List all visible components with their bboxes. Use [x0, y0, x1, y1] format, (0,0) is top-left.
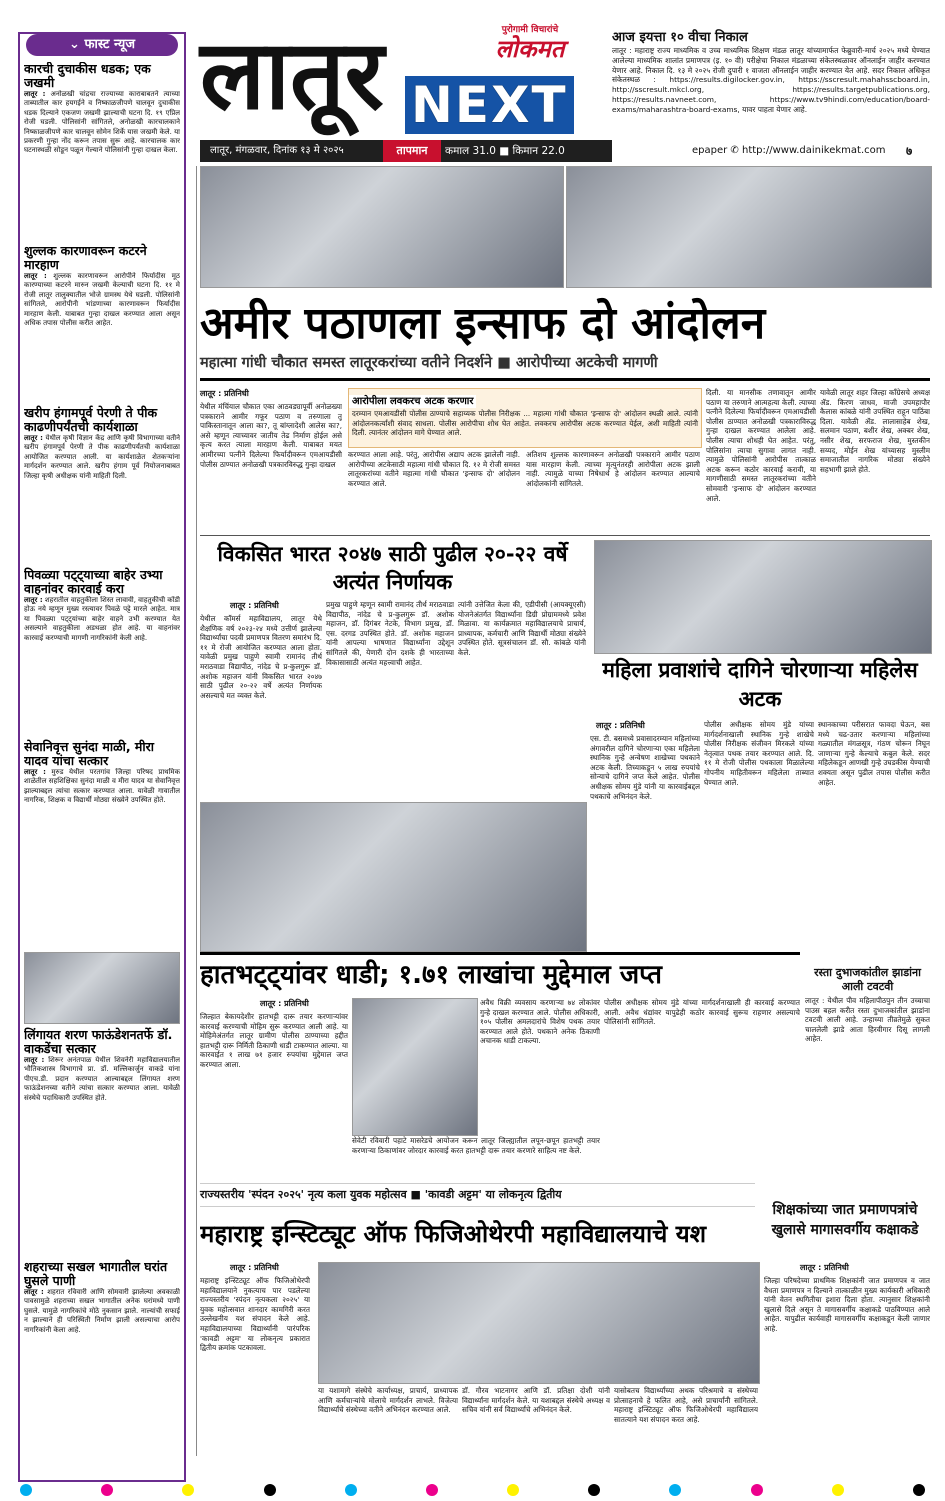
magenta-dot	[751, 1484, 763, 1496]
raid-photo	[352, 998, 478, 1136]
lokmat-tagline: पुरोगामी विचारांचे	[501, 25, 559, 35]
rasta-body: लातूर : येथील पीव महिलापीठपुन तीन उच्चाचा पाउस बहल करीत रस्ता दुभाजकांतील झाडांना टवटवी आली आहे. उन्हाच्या तीव्रतेमुळे सुकत चाललेली झाडे आता हिरवीगार दिसू लागली आहेत.	[805, 996, 930, 1044]
item-body: मुरुड येथील परतगांव जिल्हा परिषद प्राथमिक शाळेतील सहशिक्षिका सुनंदा माळी व मीरा यादव या सेवानिवृत्त झाल्याबद्दल त्यांचा सत्कार करण्यात आला. यावेळी गावातील नागरिक, शिक्षक व विद्यार्थी मोठ्या संख्येने उपस्थित होते.	[24, 768, 180, 805]
epaper-link[interactable]: epaper ✆ http://www.dainikekmat.com	[692, 145, 886, 156]
black-dot	[913, 1484, 925, 1496]
item-byline: लातूर :	[24, 434, 43, 442]
item-body: शुल्लक कारणावरून आरोपीने फिर्यादीस मूठ कारण्याच्या कटरने मारुन जखमी केल्याची घटना दि. ११ मे रोजी लातूर तालुक्यातील भोजे ग्रामस्थ येथे घडली. पोलिसांनी सांगितले, आरोपीनी भांडणाच्या कारणावरून फिर्यादीस मारहाण केली. याबाबत गुन्हा दाखल करण्यात आला असून अधिक तपास पोलीस करीत आहेत.	[24, 272, 180, 328]
lokmat-logo: लोकमत	[495, 35, 565, 63]
item-byline: लातूर :	[24, 596, 43, 604]
black-dot	[264, 1484, 276, 1496]
main-subheadline: महात्मा गांधी चौकात समस्त लातूरकरांच्या वतीने निदर्शने ■ आरोपीच्या अटकेची मागणी	[200, 355, 658, 371]
felicitation-photo	[24, 952, 180, 1024]
physio-byline: लातूर : प्रतिनिधी	[230, 1263, 279, 1272]
item-headline: शुल्लक कारणावरून कटरने मारहाण	[24, 243, 147, 272]
list-item	[24, 1028, 180, 1256]
list-item	[24, 244, 180, 402]
chevron-down-icon: ⌄	[69, 37, 85, 52]
magenta-dot	[101, 1484, 113, 1496]
item-byline: लातूर :	[24, 272, 47, 280]
vikasit-byline: लातूर : प्रतिनिधी	[230, 601, 279, 610]
divider	[200, 535, 930, 536]
main-col-1: येथील मंचिंयाल चौकात एका आठवड्यापूर्वी अनोळख्या पत्रकाराने आमीर गफूर पठाण व तरुणाला तू पाकिस्तानातून आला का?, तू बांग्लादेशी आलेस का?, असे म्हणून त्याच्यावर जातीय तेढ निर्माण होईल असे कृत्य करत त्याला मारहाण केली. याबाबत मयत आमीरच्या पत्नीने दिलेल्या फिर्यादीवरून एमआयडीसी पोलीस ठाण्यात अनोळखी पत्रकारविरुद्ध गुन्हा दाखल	[200, 402, 342, 469]
list-item	[24, 740, 180, 948]
item-headline: सेवानिवृत्त सुनंदा माळी, मीरा यादव यांचा सत्कार	[24, 739, 154, 768]
cyan-dot	[20, 1484, 32, 1496]
dateline: लातूर, मंगळवार, दिनांक १३ मे २०२५	[210, 145, 344, 156]
item-byline: लातूर :	[24, 1288, 44, 1296]
item-byline: लातूर :	[24, 1056, 45, 1064]
item-body: शहरात रविवारी आणि सोमवारी झालेल्या अवकाळी पावसामुळे शहराच्या सखल भागातील अनेक घरांमध्ये पाणी घुसले. यामुळे नागरिकांचे मोठे नुकसान झाले. नाल्यांची सफाई न झाल्याने ही परिस्थिती निर्माण झाली असल्याचा आरोप नागरिकांनी केला आहे.	[24, 1288, 180, 1334]
mahila-headline: महिला प्रवाशांचे दागिने चोरणाऱ्या महिलेस अटक	[602, 658, 918, 711]
list-item	[24, 1260, 180, 1476]
shikshak-byline: लातूर : प्रतिनिधी	[800, 1263, 849, 1272]
fast-news-label: फास्ट न्यूज	[84, 37, 135, 52]
hatbhatti-byline: लातूर : प्रतिनिधी	[260, 999, 309, 1008]
main-col-5: यावेळी लातूर शहर जिल्हा काँग्रेसचे अध्यक्ष ॲड. किरण जाधव, माजी उपमहापौर कैलास कांबळे यांनी उपस्थित राहून पाठिंबा दिला. यावेळी ॲड. लालासाहेब शेख, सलमान पठाण, बशीर शेख, अक्बर शेख, नसीर शेख, सरफराज शेख, मुस्तकीन सय्यद, मोईन शेख यांच्यासह मुस्लीम समाजातील नागरिक मोठ्या संख्येने सहभागी झाले होते.	[820, 388, 930, 474]
next-logo-text: NEXT	[405, 76, 574, 134]
yellow-dot	[832, 1484, 844, 1496]
item-byline: लातूर :	[24, 90, 46, 98]
raid-photo-caption: सेवेटी रविवारी पहाटे मासरेडचे आयोजन करून लातूर जिल्ह्यातील लपून-छपून हातभट्टी तयार करणाऱ्या ठिकाणांवर जोरदार कारवाई करत हातभट्टी दारू तयार करणारे साहित्य नष्ट केले.	[352, 1136, 600, 1155]
vikasit-col-1: येथील कॉमर्स महाविद्यालय, लातूर येथे शैक्षणिक वर्ष २०२३-२४ मध्ये उत्तीर्ण झालेल्या विद्यार्थ्यांचा पदवी प्रमाणपत्र वितरण समारंभ दि. ११ मे रोजी आयोजित करण्यात आला होता. यावेळी प्रमुख पाहुणे स्वामी रामानंद तीर्थ मराठवाडा विद्यापीठ, नांदेड चे प्र-कुलगुरू डॉ. अशोक महाजन यांनी विकसित भारत २०४७ साठी पुढील २०-२२ वर्षे अत्यंत निर्णायक असल्याचे मत व्यक्त केले.	[200, 614, 322, 700]
item-headline: खरीप हंगामपूर्व पेरणी ते पीक काढणीपर्यंतची कार्यशाळा	[24, 405, 158, 434]
protest-photo-right	[566, 166, 932, 288]
list-item	[24, 406, 180, 564]
next-logo	[405, 76, 575, 134]
item-headline: कारची दुचाकीस धडक; एक जखमी	[24, 62, 151, 90]
police-team-photo	[594, 540, 932, 654]
vikasit-headline: विकसित भारत २०४७ साठी पुढील २०-२२ वर्षे अत्यंत निर्णायक	[217, 542, 568, 594]
physio-team-photo	[318, 1262, 760, 1384]
main-col-2: करण्यात आला आहे. परंतु, आरोपीस अद्याप अटक झालेली नाही. आरोपीच्या अटकेसाठी महात्मा गांधी चौकात दि. १२ मे रोजी समस्त लातूरकरांच्या वतीने महात्मा गांधी चौकात 'इन्साफ दो' आंदोलन करण्यात आले.	[348, 450, 520, 488]
shikshak-headline: शिक्षकांच्या जात प्रमाणपत्रांचे खुलासे मागासवर्गीय कक्षाकडे	[771, 1202, 919, 1238]
item-body: येथील कृषी विज्ञान केंद्र आणि कृषी विभागाच्या वतीने खरीप हंगामपूर्व पेरणी ते पीक काढणीपर्यंतची कार्यशाळा आयोजित करण्यात आली. या कार्यशाळेत शेतकऱ्यांना मार्गदर्शन करण्यात आले. खरीप हंगाम पूर्व नियोजनाबाबत जिल्हा कृषी अधीक्षक यांनी माहिती दिली.	[24, 434, 180, 480]
black-dot	[588, 1484, 600, 1496]
hatbhatti-col-1: जिल्हात बेकायदेशीर हातभट्टी दारू तयार करणाऱ्यांवर कारवाई करण्याची मोहिम सुरू करण्यात आली आहे. या मोहिमेअंतर्गत लातूर ग्रामीण पोलीस ठाण्याच्या हद्दीत हातभट्टी दारू निर्मिती ठिकाणी धाडी टाकण्यात आल्या. या कारवाईत १ लाख ७१ हजार रुपयांचा मुद्देमाल जप्त करण्यात आला.	[200, 1012, 348, 1069]
mahila-col-3: स्थानकाच्या परीसरात फावदा घेऊन, बस मध्ये चढ-उतार करणाऱ्या महिलांच्या गळ्यातील मंगळसूत्र, गंठण चोरून निघून जाणाऱ्या गुन्हे केल्याचे कबुल केले. सदर महिलेकडून आणखी गुन्हे उघडकीस येण्याची शक्यता असून पुढील तपास पोलीस करीत आहेत.	[818, 720, 930, 787]
arrest-box	[348, 388, 702, 448]
item-headline: शहराच्या सखल भागातील घरांत घुसले पाणी	[24, 1259, 168, 1288]
physio-col-1: महाराष्ट्र इन्स्टिट्यूट ऑफ फिजिओथेरपी महाविद्यालयाने नुकत्याच पार पडलेल्या राज्यस्तरीय 'स्पंदन नृत्यकला २०२५' या युवक महोत्सवात शानदार कामगिरी करत उल्लेखनीय यश संपादन केले आहे. महाविद्यालयाच्या विद्यार्थ्यांनी पारंपरिक 'कावडी अट्टम' या लोकनृत्य प्रकारात द्वितीय क्रमांक पटकावला.	[200, 1276, 310, 1353]
item-headline: पिवळ्या पट्ट्याच्या बाहेर उभ्या वाहनांवर कारवाई करा	[24, 567, 163, 596]
spandan-banner: राज्यस्तरीय 'स्पंदन २०२५' नृत्य कला युवक महोत्सव ■ 'कावडी अट्टम' या लोकनृत्य द्वितीय	[200, 1183, 755, 1207]
magenta-dot	[426, 1484, 438, 1496]
vikasit-col-3: त्यांनी उत्तेजित केला की, एडीपीसी (आयक्यूएसी) योजनेअंतर्गत विद्यार्थ्यांना डिग्री प्रोग्राममध्ये प्रवेश मिळावा. या कार्यक्रमात महाविद्यालयाचे प्राचार्य, प्राध्यापक, कर्मचारी आणि विद्यार्थी मोठ्या संख्येने उपस्थित होते. सूत्रसंचालन डॉ. सौ. कांबळे यांनी केले.	[458, 600, 586, 657]
ssc-body: लातूर : महाराष्ट्र राज्य माध्यमिक व उच्च माध्यमिक शिक्षण मंडळ लातूर यांच्यामार्फत फेब्रुवारी-मार्च २०२५ मध्ये घेण्यात आलेल्या माध्यमिक शालांत प्रमाणपत्र (इ. १० वी) परीक्षेचा निकाल मंडळाच्या संकेतस्थळावर ऑनलाईन जाहीर करण्यात येणार आहे. निकाल दि. १३ मे २०२५ रोजी दुपारी १ वाजता ऑनलाईन जाहीर करण्यात येत आहे. सदर निकाल अधिकृत संकेतस्थळ : https://results.digilocker.gov.in, https://sscresult.mahahsscboard.in, http://sscresult.mkcl.org, https://results.targetpublications.org, https://results.navneet.com, https://www.tv9hindi.com/education/board-exams/maharashtra-board-exams, यावर पाहता येणार आहे.	[612, 46, 930, 114]
arrest-box-headline: आरोपीला लवकरच अटक करणार	[349, 395, 476, 408]
hatbhatti-col-2: अवैध विक्री व्यवसाय करणाऱ्या ७४ लोकांवर गुन्हे दाखल करण्यात आले. पोलीस अधिकारी, १०५ पोलीस अमलदारांचे विशेष पथक तयार करण्यात आले होते. पथकाने अनेक ठिकाणी अचानक धाडी टाकल्या.	[480, 998, 600, 1046]
divider	[200, 378, 930, 381]
hatbhatti-col-3: पोलीस अधीक्षक सोमय मुंडे यांच्या मार्गदर्शनाखाली ही कारवाई करण्यात आली. अवैध धंद्यांवर यापुढेही कठोर कारवाई सुरूच राहणार असल्याचे पोलिसांनी सांगितले.	[604, 998, 800, 1027]
mahila-col-2: पोलीस अधीक्षक सोमय मुंडे यांच्या मार्गदर्शनाखाली स्थानिक गुन्हे शाखेचे पोलीस निरीक्षक संजीवन मिरकले यांच्या नेतृत्वात पथक तयार करण्यात आले. दि. ११ मे रोजी पोलीस पथकाला मिळालेल्या गोपनीय माहितीवरून महिलेला ताब्यात घेण्यात आले.	[704, 720, 814, 787]
item-body: शहरातील वाहतुकीला शिस्त लावावी, वाहतुकीची कोंडी होऊ नये म्हणून मुख्य रस्त्यावर पिवळे पट्टे मारले आहेत. मात्र या पिवळ्या पट्ट्यांच्या बाहेर वाहने उभी करण्यात येत असल्याने वाहतुकीला अडथळा होत आहे. या वाहनांवर कारवाई करण्याची मागणी नागरिकांनी केली आहे.	[24, 596, 180, 642]
main-byline: लातूर : प्रतिनिधी	[200, 389, 249, 398]
rasta-headline: रस्ता दुभाजकांतील झाडांना आली टवटवी	[814, 966, 921, 993]
registration-marks	[20, 1484, 925, 1498]
mahila-byline: लातूर : प्रतिनिधी	[596, 721, 645, 730]
cyan-dot	[345, 1484, 357, 1496]
ssc-result-box	[612, 30, 930, 136]
item-byline: लातूर :	[24, 768, 46, 776]
hatbhatti-headline: हातभट्ट्यांवर धाडी; १.७१ लाखांचा मुद्देमाल जप्त	[200, 960, 662, 990]
yellow-dot	[507, 1484, 519, 1496]
protest-photo-left	[200, 166, 564, 288]
main-headline: अमीर पठाणला इन्साफ दो आंदोलन	[200, 298, 766, 349]
item-body: शिरूर अनंतपाळ येथील शिवनेरी महाविद्यालयातील भौतिकशास्त्र विभागाचे प्रा. डॉ. मल्लिकार्जुन वाकडे यांना पीएच.डी. प्रदान करण्यात आल्याबद्दल लिंगायत शरण फाऊंडेशनच्या वतीने त्यांचा सत्कार करण्यात आला. यावेळी संस्थेचे पदाधिकारी उपस्थित होते.	[24, 1056, 180, 1102]
yellow-dot	[182, 1484, 194, 1496]
list-item	[24, 62, 180, 240]
mahila-col-1: एस. टी. बसमध्ये प्रवासादरम्यान महिलांच्या अंगावरील दागिने चोरणाऱ्या एका महिलेला स्थानिक गुन्हे अन्वेषण शाखेच्या पथकाने अटक केली. तिच्याकडून ५ लाख रुपयांचे सोन्याचे दागिने जप्त केले आहेत. पोलीस अधीक्षक सोमय मुंडे यांनी या कारवाईबद्दल पथकाचे अभिनंदन केले.	[590, 734, 700, 801]
page-number: ७	[906, 144, 913, 158]
item-body: अनोळखी चांद्रचा राज्याच्या काराबाबतने त्याच्या ताब्यातील कार हयगईने व निष्काळजीपणे चालवून दुचाकीस धडक दिल्याने एकजण जखमी झाल्याची घटना दि. १९ एप्रिल रोजी घडली. पोलिसांनी सांगितले, अनोळखी कारचालकाने निष्काळजीपणे कार चालवून सोमेन शिर्के यास जखमी केले. या प्रकरणी गुन्हा नोंद करून तपास सुरू आहे. कारचालक कार घटनास्थळी सोडून पळून गेल्याने पोलिसांनी गुन्हा दाखल केला.	[24, 90, 180, 155]
list-item	[24, 568, 180, 736]
vikasit-col-2: प्रमुख पाहुणे म्हणून स्वामी रामानंद तीर्थ मराठवाडा विद्यापीठ, नांदेड चे प्र-कुलगुरू डॉ. अशोक महाजन, डॉ. दिगंबर नेटके, विभाग प्रमुख, डॉ. एस. दरगड उपस्थित होते. डॉ. अशोक महाजन यांनी आपल्या भाषणात विद्यार्थ्यांना उद्देशून सांगितले की, येणारी दोन दशके ही भारताच्या विकासासाठी अत्यंत महत्त्वाची आहेत.	[326, 600, 454, 667]
physio-col-2: या यशामागे संस्थेचे कार्याध्यक्ष, प्राचार्य, प्राध्यापक आणि कर्मचाऱ्यांचे मोलाचे मार्गदर्शन लाभले. विजेत्या विद्यार्थ्यांचे संस्थेच्या वतीने अभिनंदन करण्यात आले.	[318, 1386, 458, 1415]
fast-news-badge	[26, 34, 178, 56]
physio-headline: महाराष्ट्र इन्स्टिट्यूट ऑफ फिजिओथेरपी महाविद्यालयाचे यश	[200, 1220, 707, 1248]
main-col-4: दिली. या मानसीक तणावातून आमीर पठाण या तरुणाने आत्महत्या केली. त्याच्या पत्नीने दिलेल्या फिर्यादीवरून एमआयडीसी पोलीस ठाण्यात अनोळखी पत्रकाराविरुद्ध गुन्हा दाखल करण्यात आलेला आहे. पोलीस त्याचा शोधही घेत आहेत. परंतु, पोलिसांना त्याचा सुगावा लागत नाही. त्यामुळे पोलिसांनी आरोपीस तात्काळ अटक करून कठोर कारवाई करावी, या मागणीसाठी समस्त लातूरकरांच्या वतीने सोमवारी 'इन्साफ दो' आंदोलन करण्यात आले.	[706, 388, 816, 503]
arrest-box-body: दरम्यान एमआयडीसी पोलीस ठाण्याचे सहाय्यक पोलीस निरीक्षक ... महात्मा गांधी चौकात 'इन्साफ दो' आंदोलन स्थळी आले. त्यांनी आंदोलनकर्त्यांशी संवाद साधला. पोलीस आरोपीचा शोध घेत आहेत. लवकरच आरोपीस अटक करण्यात येईल, अशी माहिती त्यांनी दिली. त्यानंतर आंदोलन मागे घेण्यात आले.	[352, 409, 698, 438]
temperature-label: तापमान	[383, 140, 441, 162]
temperature-values: कमाल 31.0 ■ किमान 22.0	[445, 145, 565, 157]
cyan-dot	[669, 1484, 681, 1496]
degree-distribution-photo	[200, 802, 587, 952]
shikshak-body: जिल्हा परिषदेच्या प्राथमिक शिक्षकांनी जात प्रमाणपत्र व जात वैधता प्रमाणपत्र न दिल्याने तात्काळीन मुख्य कार्यकारी अधिकारी यांनी वेतन स्थगितीचा इशारा दिला होता. त्यानुसार शिक्षकांनी खुलासे दिले असून ते मागासवर्गीय कक्षाकडे पाठविण्यात आले आहेत. यापुढील कार्यवाही मागासवर्गीय कक्षाकडून केली जाणार आहे.	[764, 1276, 930, 1333]
physio-col-3: डॉ. गौरव भाटनागर आणि डॉ. प्रतिक्षा दोशी यांनी विद्यार्थ्यांना मार्गदर्शन केले. या यशाबद्दल संस्थेचे अध्यक्ष व सचिव यांनी सर्व विद्यार्थ्यांचे अभिनंदन केले.	[462, 1386, 610, 1415]
fast-news-list	[24, 62, 180, 1476]
column-rule	[196, 166, 197, 1456]
latur-logo: लातूर	[200, 19, 384, 131]
physio-col-4: यासोबतच विद्यार्थ्यांच्या अथक परिश्रमाचे व संस्थेच्या प्रोत्साहनाचे हे फलित आहे, असे प्राचार्यांनी सांगितले. महाराष्ट्र इन्स्टिट्यूट ऑफ फिजिओथेरपी महाविद्यालय सातत्याने यश संपादन करत आहे.	[614, 1386, 758, 1424]
main-col-3: अतिशय शुल्लक कारणावरून अनोळखी पत्रकाराने आमीर पठाण यास मारहाण केली. त्याच्या मृत्युनंतरही आरोपीला अटक झाली नाही. त्यामुळे याच्या निषेधार्थ हे आंदोलन करण्यात आल्याचे आंदोलकांनी सांगितले.	[526, 450, 700, 488]
ssc-headline: आज इयत्ता १० वीचा निकाल	[612, 30, 748, 45]
item-headline: लिंगायत शरण फाऊंडेशनतर्फे डॉ. वाकडेंचा सत्कार	[24, 1027, 173, 1056]
